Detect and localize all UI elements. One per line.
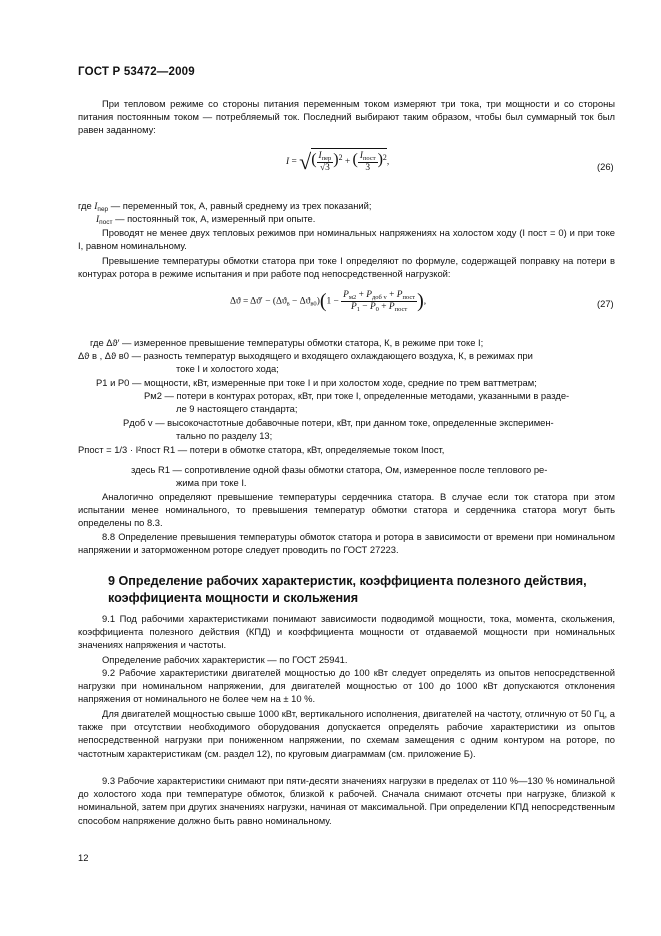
- para-over-1000: Для двигателей мощностью свыше 1000 кВт, вертикального исполнения, двигателей на частоту, отличную от 50 Гц, а также при отсутствии необходимого оборудования допускается определять рабочие характеристики из опытов непосредственной нагрузки при пониженном напряжении, по схемам замещения с одним контуром на роторе, по частотным характеристикам (см. раздел 12), по круговым диаграммам (см. приложение Б).: [78, 708, 615, 759]
- where27-l5: Pдоб v — высокочастотные добавочные потери, кВт, при данном токе, определенные эксперимен-: [123, 417, 554, 428]
- where26-line2-text: — постоянный ток, А, измеренный при опыте.: [115, 213, 316, 224]
- intro-paragraph: При тепловом режиме со стороны питания переменным током измеряют три тока, три мощности и со стороны питания постоянным током — потребляемый ток. Последний выбирают таким образом, чтобы был суммарный ток был равен заданному:: [78, 98, 615, 136]
- para-9-1: 9.1 Под рабочими характеристиками понимают зависимости подводимой мощности, тока, момента, скольжения, коэффициента полезного действия (КПД) и коэффициента мощности от отдаваемой мощности при номинальных значениях напряжения и частоты.: [78, 613, 615, 651]
- para-9-2: 9.2 Рабочие характеристики двигателей мощностью до 100 кВт следует определять из опытов непосредственной нагрузки при номинальном напряжении, для двигателей мощностью от 100 до 1000 кВт допускаются отклонения напряжения от номинального не более чем на ± 10 %.: [78, 667, 615, 705]
- where27-l1: где Δϑ′ — измеренное превышение температуры обмотки статора, К, в режиме при токе I;: [90, 337, 484, 348]
- where27-l7b: жима при токе I.: [176, 477, 247, 488]
- where27-l7: здесь R1 — сопротивление одной фазы обмотки статора, Ом, измеренное после теплового ре-: [131, 464, 548, 475]
- para-9-3: 9.3 Рабочие характеристики снимают при пяти-десяти значениях нагрузки в пределах от 110 %—130 % номинальной до холостого хода при температуре обмоток, близкой к рабочей. Сначала снимают отсчеты при нагрузке, близкой к номинальной, затем при других значениях нагрузки, начиная от максимальной. При определении КПД непосредственным способом напряжение должно быть равно номинальному.: [78, 775, 615, 826]
- where27-l2: Δϑ в , Δϑ в0 — разность температур выходящего и входящего охлаждающего воздуха, К, в режимах при: [78, 350, 533, 361]
- para-two-modes: Проводят не менее двух тепловых режимов при номинальных напряжениях на холостом ходу (I пост = 0) и при токе I, равном номинальному.: [78, 227, 615, 252]
- para-definition: Определение рабочих характеристик — по ГОСТ 25941.: [102, 654, 348, 665]
- where26-line1-text: — переменный ток, А, равный среднему из трех показаний;: [110, 200, 372, 211]
- para-8-8: 8.8 Определение превышения температуры обмоток статора и ротора в зависимости от времени при номинальном напряжении и заторможенном роторе следует проводить по ГОСТ 27223.: [78, 531, 615, 556]
- equation-26: I = √( $\frac{I_{пер}}{√3}$ )$^2$ + ( $\frac{I_{пост}}{3}$ )$^2$,: [286, 149, 390, 174]
- document-header: ГОСТ Р 53472—2009: [78, 66, 195, 78]
- eq26-three: 3: [365, 163, 371, 173]
- where27-l2b: токе I и холостого хода;: [176, 363, 279, 374]
- eq26-sqrt3: √3: [319, 163, 330, 173]
- section-9-title: 9 Определение рабочих характеристик, коэффициента полезного действия, коэффициента мощности и скольжения: [108, 574, 587, 605]
- where27-l4: Pм2 — потери в контурах роторах, кВт, при токе I, определенные методами, указанными в разде-: [144, 390, 570, 401]
- where26-gde: где: [78, 200, 92, 211]
- where26-line2: $I_{пост}$ — постоянный ток, А, измеренный при опыте.: [96, 213, 316, 226]
- equation-27-number: (27): [597, 298, 614, 309]
- where26-line1: где $I_{пер}$ — переменный ток, А, равный среднему из трех показаний;: [78, 200, 372, 213]
- eq26-sub-post: пост: [362, 155, 376, 162]
- para-overheat: Превышение температуры обмотки статора при токе I определяют по формуле, содержащей поправку на потери в контурах ротора в режиме испытания и при работе под непосредственной нагрузкой:: [78, 255, 615, 280]
- where27-l5b: тально по разделу 13;: [176, 430, 273, 441]
- where27-l3: P1 и P0 — мощности, кВт, измеренные при токе I и при холостом ходе, средние по трем ваттметрам;: [96, 377, 537, 388]
- equation-27: $\Delta ϑ = \Delta ϑ' - (\Delta ϑ_в - \Delta ϑ_{в0})(1$ − $\frac{P_{м2} + P_{доб v} + P_{пост}}{P_1 - P_0 + P_{пост}}$ ),: [230, 290, 427, 313]
- where27-l4b: ле 9 настоящего стандарта;: [176, 403, 298, 414]
- eq26-plus: +: [344, 157, 351, 168]
- page-number: 12: [78, 852, 89, 863]
- para-core: Аналогично определяют превышение температуры сердечника статора. В случае если ток статора при этом испытании менее номинального, то превышения температур обмотки статора и сердечника статора могут быть определены по 8.3.: [78, 491, 615, 529]
- where27-l6: Pпост = 1/3 · I²пост R1 — потери в обмотке статора, кВт, определяемые током Iпост,: [78, 444, 445, 455]
- equation-26-number: (26): [597, 161, 614, 172]
- eq26-sub-per: пер: [321, 155, 332, 162]
